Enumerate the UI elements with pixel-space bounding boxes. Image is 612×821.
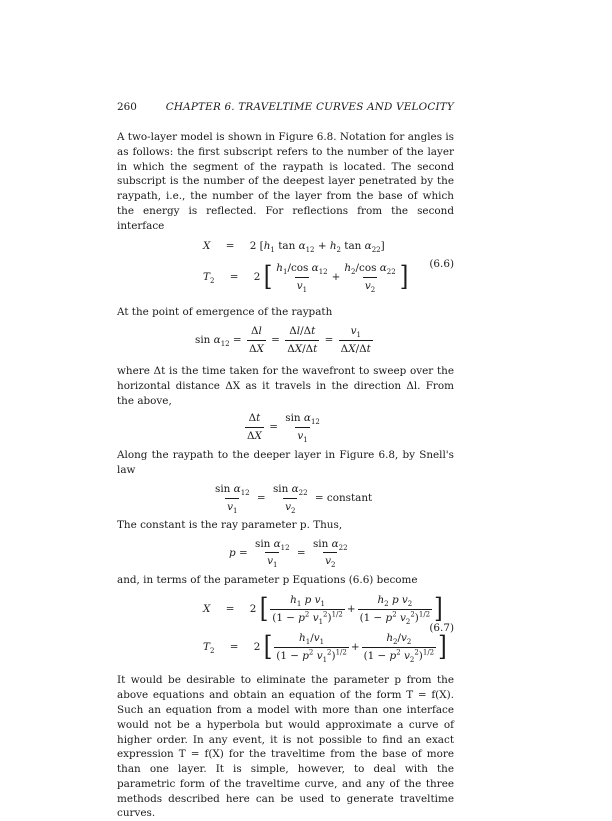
equation-6-6 (117, 233, 454, 305)
paragraph-conclusion: It would be desirable to eliminate the parameter p from the above equations and obtain an equation of the form T = f(X). Such an equation from a model with more than one interface would not be a hyperbola but would approximate a curve of higher order. In any event, it is not possible to find an exact expression T = f(X) for the traveltime from the base of more than one layer. It is simple, however, to deal with the parametric form of the traveltime curve, and any of the three methods described here can be used to generate traveltime curves. (117, 674, 454, 820)
eq-snell-line: $\frac{\sin \alpha_{12}}{v_1}$ = $\frac{\sin \alpha_{22}}{v_2}$ = constant (215, 482, 373, 515)
equation-snell (117, 478, 454, 518)
page (117, 100, 454, 821)
page-header (117, 100, 454, 116)
page-number: 260 (117, 101, 137, 113)
eq-dt-dx-line: $\frac{\Delta t}{\Delta X}$ = $\frac{\sin \alpha_{12}}{v_1}$ (247, 412, 320, 445)
eq-sin-alpha-line: $\sin \alpha_{12}$ = $\frac{\Delta l}{\Delta X}$ = $\frac{\Delta l/\Delta t}{\Delta X/\Delta t}$ = $\frac{v_1}{\Delta X/\Delta t}$ (195, 325, 371, 355)
eq-6-6-tag: (6.6) (429, 258, 454, 271)
eq-6-6-line-1: X = 2 [$h_1$ $\tan \alpha_{12} + h_2$ $\tan \alpha_{22}$] (203, 240, 385, 255)
paragraph-emergence: At the point of emergence of the raypath (117, 306, 333, 319)
equation-dt-dx (117, 408, 454, 448)
paragraph-snell: Along the raypath to the deeper layer in Figure 6.8, by Snell's law (117, 449, 454, 477)
eq-6-7-line-1: X = 2 [ $\frac{h_1 p v_1}{(1 - p^2 v_1^2)^{1/2}}$ + $\frac{h_2 p v_2}{(1 - p^2 v_2^2)^{1/2}}$ ] (203, 593, 443, 627)
paragraph-terms: and, in terms of the parameter p Equations (6.6) become (117, 573, 418, 586)
eq-6-7-line-2: $T_2 = 2$ [ $\frac{h_1/v_1}{(1 - p^2 v_1^2)^{1/2}}$ + $\frac{h_2/v_2}{(1 - p^2 v_2^2)^{1/2}}$ ] (203, 631, 447, 665)
equation-sin-alpha (117, 320, 454, 364)
eq-p-line: p = $\frac{\sin \alpha_{12}}{v_1}$ = $\frac{\sin \alpha_{22}}{v_2}$ (229, 537, 348, 570)
equation-p (117, 533, 454, 573)
eq-6-6-line-2: $T_2 = 2$ [ $\frac{h_1/\cos \alpha_{12}}{v_1}$ + $\frac{h_2/\cos \alpha_{22}}{v_2}$ ] (203, 261, 409, 295)
paragraph-intro: A two-layer model is shown in Figure 6.8. Notation for angles is as follows: the first subscript refers to the number of the layer in which the segment of the raypath is located. The second subscript is the number of the deepest layer penetrated by the raypath, i.e., the number of the layer from the base of which the energy is reflected. For reflections from the second interface (117, 131, 454, 232)
running-head: CHAPTER 6. TRAVELTIME CURVES AND VELOCITY (165, 101, 454, 113)
constant-word: constant (326, 491, 373, 504)
equation-6-7 (117, 587, 454, 673)
paragraph-wavefront: where Δt is the time taken for the wavefront to sweep over the horizontal distance ΔX as it travels in the direction Δl. From the above, (117, 365, 454, 407)
eq-6-7-tag: (6.7) (429, 622, 454, 635)
paragraph-ray-parameter: The constant is the ray parameter p. Thus, (117, 518, 343, 531)
